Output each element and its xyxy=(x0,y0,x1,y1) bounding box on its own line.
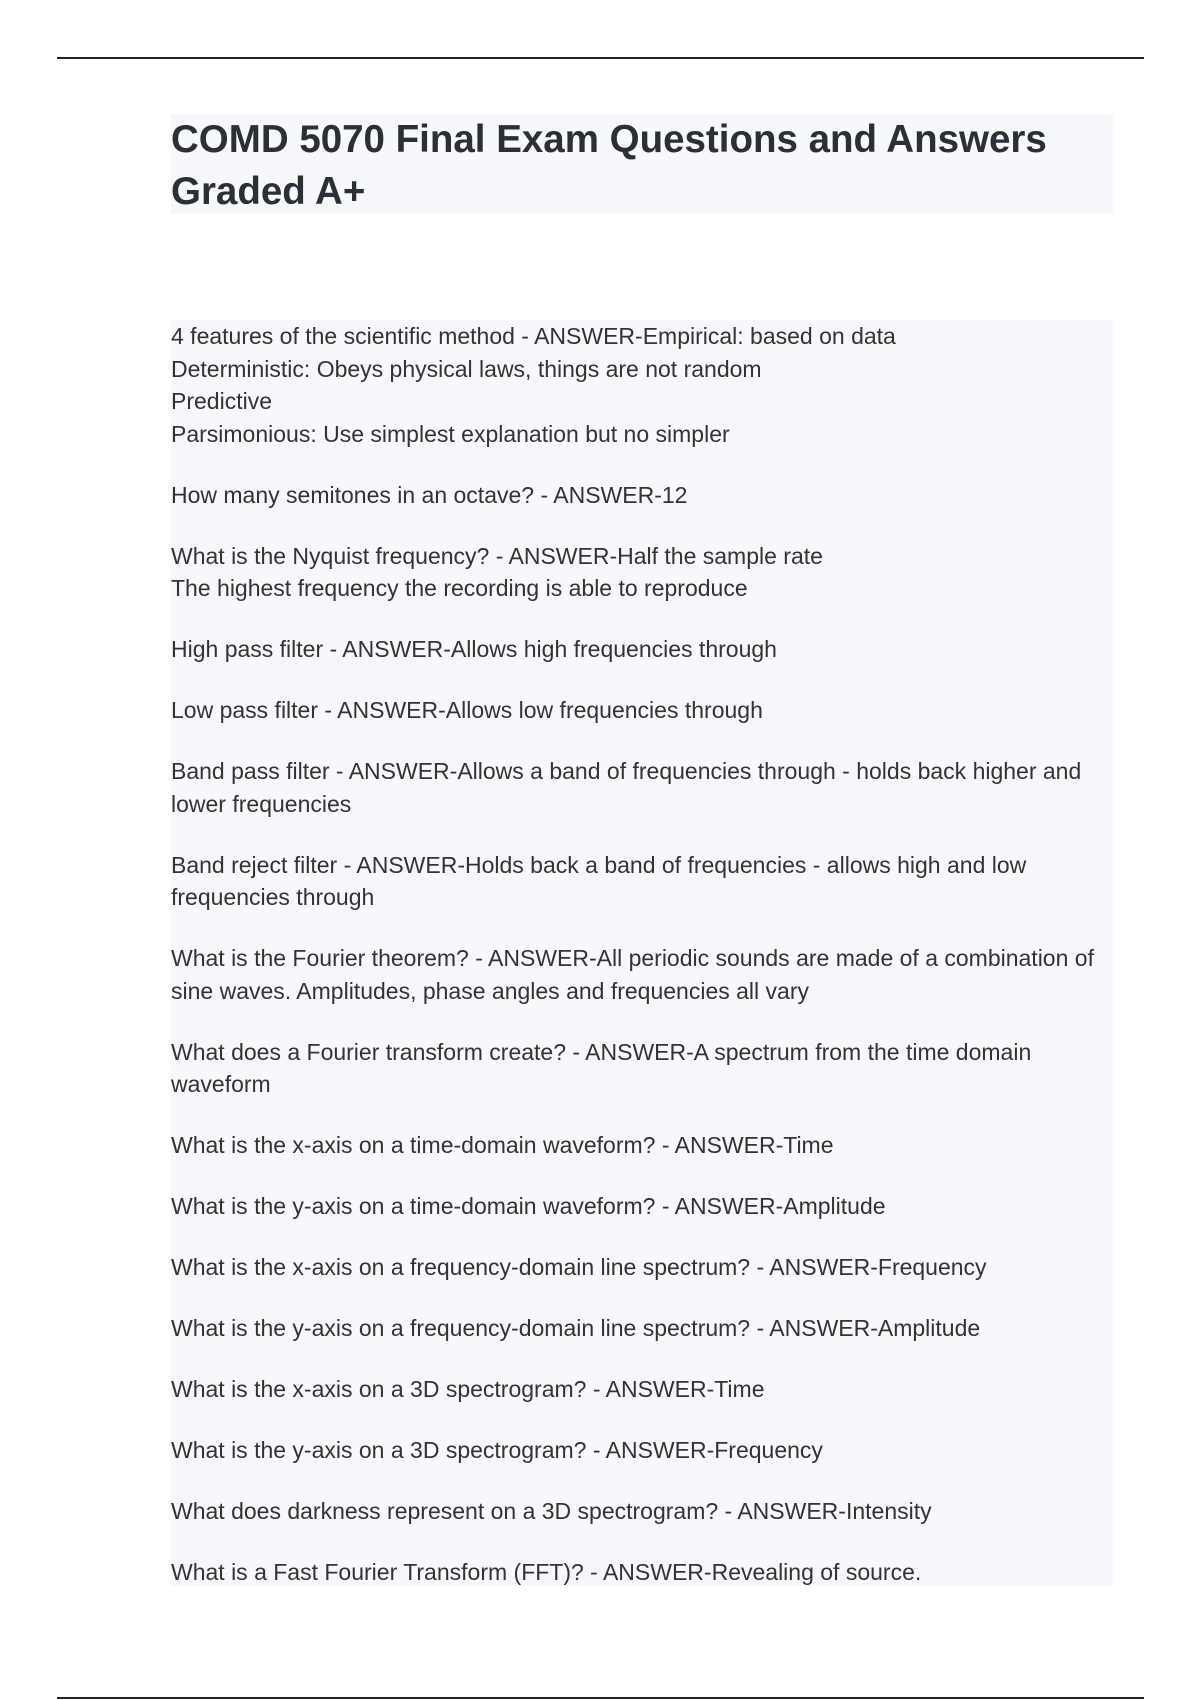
answer-continuation-line: The highest frequency the recording is able to reproduce xyxy=(171,575,748,601)
question-text: What is the y-axis on a time-domain waveform? xyxy=(171,1193,656,1219)
answer-separator: - ANSWER- xyxy=(318,697,446,723)
question-text: What is the Fourier theorem? xyxy=(171,945,469,971)
answer-text: A spectrum from the time domain waveform xyxy=(171,1038,1032,1097)
answer-text: Half the sample rate xyxy=(617,542,823,569)
qa-first-line xyxy=(171,320,1114,353)
question-text: Band pass filter xyxy=(171,758,330,784)
qa-first-line xyxy=(171,1129,1114,1162)
question-text: What is a Fast Fourier Transform (FFT)? xyxy=(171,1559,584,1585)
answer-separator: - ANSWER- xyxy=(468,945,597,971)
answer-text: Holds back a band of frequencies - allows high and low frequencies through xyxy=(171,851,1027,910)
answer-separator: - ANSWER- xyxy=(566,1038,694,1065)
qa-first-line xyxy=(171,849,1114,914)
document-title: COMD 5070 Final Exam Questions and Answers Graded A+ xyxy=(171,118,1047,213)
qa-item xyxy=(171,1251,1114,1284)
answer-text: Amplitude xyxy=(783,1193,886,1219)
qa-item xyxy=(171,849,1114,914)
qa-item xyxy=(171,1312,1114,1345)
qa-first-line xyxy=(171,1312,1114,1345)
qa-first-line xyxy=(171,755,1114,820)
answer-text: Revealing of source. xyxy=(711,1559,922,1585)
qa-item xyxy=(171,1190,1114,1223)
answer-text: Frequency xyxy=(714,1437,823,1463)
answer-separator: - ANSWER- xyxy=(655,1193,784,1219)
answer-separator: - ANSWER- xyxy=(534,481,662,508)
qa-first-line xyxy=(171,942,1114,1007)
qa-first-line xyxy=(171,1556,1114,1589)
qa-item xyxy=(171,479,1114,512)
answer-separator: - ANSWER- xyxy=(586,1437,715,1463)
qa-item xyxy=(171,755,1114,820)
qa-item xyxy=(171,1373,1114,1406)
answer-separator: - ANSWER- xyxy=(718,1498,846,1524)
qa-first-line xyxy=(171,1251,1114,1284)
question-text: How many semitones in an octave? xyxy=(171,481,535,508)
answer-separator: - ANSWER- xyxy=(750,1254,878,1280)
answer-separator: - ANSWER- xyxy=(337,851,465,878)
qa-first-line xyxy=(171,540,1114,573)
qa-first-line xyxy=(171,479,1114,512)
answer-text: Amplitude xyxy=(877,1315,981,1341)
qa-item xyxy=(171,1495,1114,1528)
qa-first-line xyxy=(171,1190,1114,1223)
content-block xyxy=(171,320,1114,1586)
answer-text: Empirical: based on data xyxy=(642,323,896,349)
answer-text: Time xyxy=(783,1132,834,1158)
qa-item xyxy=(171,1129,1114,1162)
answer-separator: - ANSWER- xyxy=(514,323,643,349)
question-text: What is the y-axis on a 3D spectrogram? xyxy=(171,1437,587,1463)
title-block xyxy=(171,114,1114,214)
qa-item xyxy=(171,1556,1114,1589)
answer-separator: - ANSWER- xyxy=(583,1559,712,1585)
question-text: What does a Fourier transform create? xyxy=(171,1038,566,1065)
question-text: Band reject filter xyxy=(171,851,338,878)
qa-item xyxy=(171,633,1114,666)
answer-continuation-line: Predictive xyxy=(171,388,272,414)
answer-separator: - ANSWER- xyxy=(489,542,618,569)
question-text: What is the x-axis on a 3D spectrogram? xyxy=(171,1376,587,1402)
question-text: What is the x-axis on a time-domain waveform? xyxy=(171,1132,656,1158)
qa-list xyxy=(171,320,1114,1589)
qa-first-line xyxy=(171,1495,1114,1528)
qa-first-line xyxy=(171,633,1114,666)
top-rule xyxy=(57,57,1144,59)
answer-text: Intensity xyxy=(845,1498,932,1524)
qa-item xyxy=(171,1036,1114,1101)
qa-first-line xyxy=(171,694,1114,727)
answer-separator: - ANSWER- xyxy=(655,1132,784,1158)
answer-text: Allows a band of frequencies through - holds back higher and lower frequencies xyxy=(171,758,1082,817)
question-text: What is the Nyquist frequency? xyxy=(171,542,490,569)
question-text: High pass filter xyxy=(171,636,324,662)
answer-text: All periodic sounds are made of a combination of sine waves. Amplitudes, phase angles and frequencies all vary xyxy=(171,945,1094,1004)
answer-text: Frequency xyxy=(877,1254,987,1280)
answer-continuation-line: Deterministic: Obeys physical laws, things are not random xyxy=(171,355,762,382)
answer-separator: - ANSWER- xyxy=(586,1376,715,1402)
question-text: 4 features of the scientific method xyxy=(171,323,515,349)
qa-first-line xyxy=(171,1434,1114,1467)
answer-separator: - ANSWER- xyxy=(323,636,451,662)
question-text: What is the y-axis on a frequency-domain line spectrum? xyxy=(171,1315,751,1341)
question-text: What does darkness represent on a 3D spectrogram? xyxy=(171,1498,719,1524)
qa-first-line xyxy=(171,1373,1114,1406)
question-text: Low pass filter xyxy=(171,697,319,723)
bottom-rule xyxy=(57,1697,1144,1699)
answer-continuation-line: Parsimonious: Use simplest explanation but no simpler xyxy=(171,420,730,447)
question-text: What is the x-axis on a frequency-domain line spectrum? xyxy=(171,1254,751,1280)
qa-item xyxy=(171,694,1114,727)
answer-separator: - ANSWER- xyxy=(329,758,458,784)
qa-item xyxy=(171,540,1114,605)
qa-item xyxy=(171,942,1114,1007)
answer-text: 12 xyxy=(661,481,688,508)
qa-first-line xyxy=(171,1036,1114,1101)
answer-text: Allows high frequencies through xyxy=(450,636,777,662)
answer-separator: - ANSWER- xyxy=(750,1315,878,1341)
qa-item xyxy=(171,320,1114,450)
answer-text: Time xyxy=(714,1376,765,1402)
qa-item xyxy=(171,1434,1114,1467)
answer-text: Allows low frequencies through xyxy=(445,697,763,723)
